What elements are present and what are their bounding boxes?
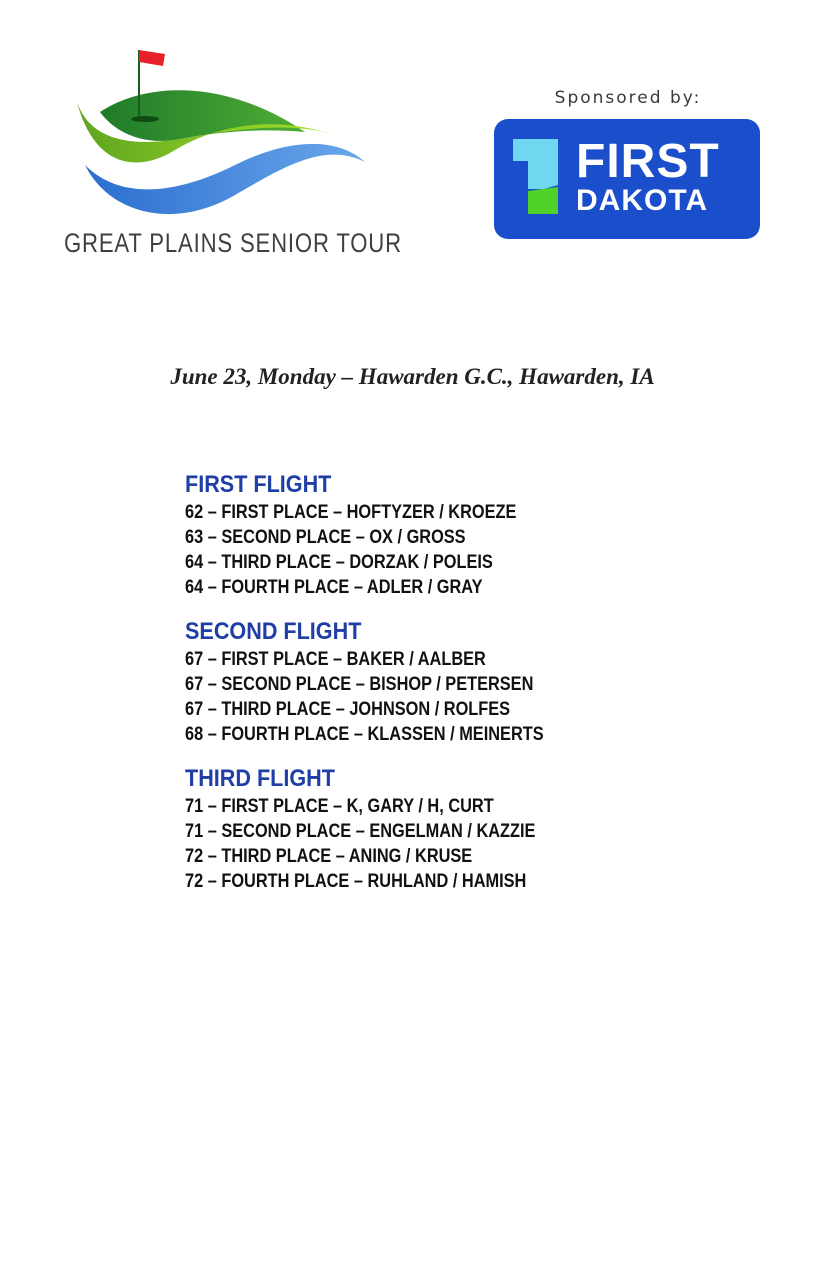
result-line: 64 – THIRD PLACE – DORZAK / POLEIS bbox=[185, 552, 493, 573]
sponsor-name-line1: FIRST bbox=[576, 135, 720, 188]
flight-section bbox=[185, 617, 785, 747]
results-list bbox=[185, 470, 785, 911]
tour-logo bbox=[55, 40, 402, 280]
flight-section bbox=[185, 470, 785, 600]
result-line: 62 – FIRST PLACE – HOFTYZER / KROEZE bbox=[185, 502, 517, 523]
flight-heading: FIRST FLIGHT bbox=[185, 471, 332, 498]
golf-course-logo-icon bbox=[55, 40, 385, 230]
flight-heading: SECOND FLIGHT bbox=[185, 618, 362, 645]
first-dakota-mark-icon bbox=[510, 139, 560, 219]
result-line: 68 – FOURTH PLACE – KLASSEN / MEINERTS bbox=[185, 724, 544, 745]
result-line: 72 – FOURTH PLACE – RUHLAND / HAMISH bbox=[185, 871, 527, 892]
event-title: June 23, Monday – Hawarden G.C., Hawarden, IA bbox=[170, 364, 655, 389]
result-line: 67 – SECOND PLACE – BISHOP / PETERSEN bbox=[185, 674, 534, 695]
flight-heading: THIRD FLIGHT bbox=[185, 765, 335, 792]
result-line: 67 – THIRD PLACE – JOHNSON / ROLFES bbox=[185, 699, 511, 720]
sponsor-logo bbox=[494, 119, 760, 239]
sponsor-label: Sponsored by: bbox=[554, 88, 702, 108]
flight-section bbox=[185, 764, 785, 894]
result-line: 67 – FIRST PLACE – BAKER / AALBER bbox=[185, 649, 486, 670]
tour-name: GREAT PLAINS SENIOR TOUR bbox=[64, 228, 402, 258]
result-line: 63 – SECOND PLACE – OX / GROSS bbox=[185, 527, 466, 548]
result-line: 71 – FIRST PLACE – K, GARY / H, CURT bbox=[185, 796, 494, 817]
result-line: 64 – FOURTH PLACE – ADLER / GRAY bbox=[185, 577, 483, 598]
sponsor-name-line2: DAKOTA bbox=[576, 184, 709, 217]
result-line: 72 – THIRD PLACE – ANING / KRUSE bbox=[185, 846, 473, 867]
result-line: 71 – SECOND PLACE – ENGELMAN / KAZZIE bbox=[185, 821, 536, 842]
